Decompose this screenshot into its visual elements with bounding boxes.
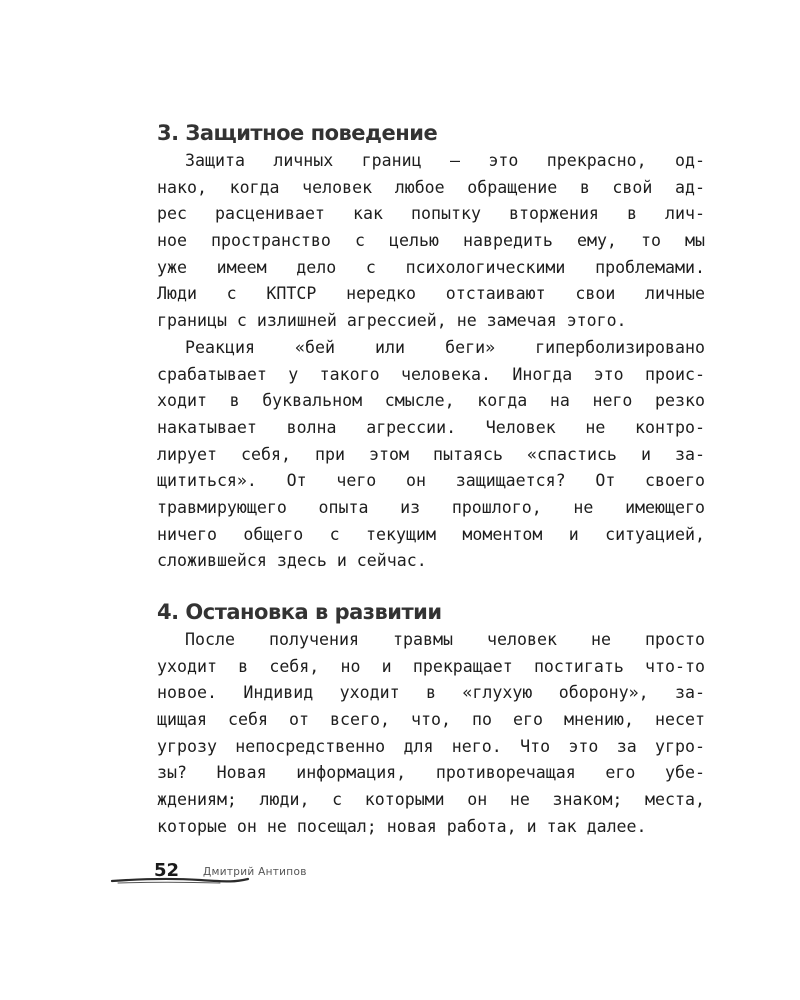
author-name: Дмитрий Антипов bbox=[203, 866, 307, 878]
text-line: уходит в себя, но и прекращает постигать что-то bbox=[157, 656, 705, 676]
text-line: ходит в буквальном смысле, когда на него резко bbox=[157, 391, 705, 411]
section-3-heading: 3. Защитное поведение bbox=[157, 121, 438, 145]
text-line: После получения травмы человек не просто bbox=[185, 630, 705, 649]
text-line: рес расценивает как попытку вторжения в лич- bbox=[157, 204, 705, 224]
text-line: сложившейся здесь и сейчас. bbox=[157, 551, 427, 571]
text-line: Защита личных границ — это прекрасно, од- bbox=[185, 151, 705, 170]
page-content bbox=[157, 118, 705, 841]
text-line: Люди с КПТСР нередко отстаивают свои личные bbox=[157, 284, 705, 304]
text-line: ничего общего с текущим моментом и ситуацией, bbox=[157, 524, 705, 544]
page-footer bbox=[110, 858, 370, 898]
text-line: ждениям; люди, с которыми он не знаком; места, bbox=[157, 790, 705, 810]
text-line: угрозу непосредственно для него. Что это за угро- bbox=[157, 736, 705, 756]
text-line: уже имеем дело с психологическими проблемами. bbox=[157, 257, 705, 277]
text-line: травмирующего опыта из прошлого, не имеющего bbox=[157, 497, 705, 517]
section-3-paragraph-1 bbox=[157, 148, 705, 335]
section-4-heading: 4. Остановка в развитии bbox=[157, 600, 442, 624]
section-3-paragraph-2 bbox=[157, 335, 705, 575]
text-line: лирует себя, при этом пытаясь «спастись и за- bbox=[157, 444, 705, 464]
text-line: границы с излишней агрессией, не замечая этого. bbox=[157, 311, 627, 331]
text-line: Реакция «бей или беги» гиперболизировано bbox=[185, 337, 705, 357]
page-number: 52 bbox=[154, 860, 180, 881]
text-line: зы? Новая информация, противоречащая его убе- bbox=[157, 763, 705, 783]
text-line: новое. Индивид уходит в «глухую оборону», за- bbox=[157, 683, 705, 703]
text-line: накатывает волна агрессии. Человек не контро- bbox=[157, 417, 705, 437]
text-line: ное пространство с целью навредить ему, то мы bbox=[157, 231, 705, 251]
text-line: которые он не посещал; новая работа, и так далее. bbox=[157, 816, 647, 836]
text-line: щищая себя от всего, что, по его мнению, несет bbox=[157, 710, 705, 730]
text-line: щититься». От чего он защищается? От своего bbox=[157, 471, 705, 491]
text-line: срабатывает у такого человека. Иногда это проис- bbox=[157, 364, 705, 384]
section-4-paragraph-1 bbox=[157, 627, 705, 841]
text-line: нако, когда человек любое обращение в свой ад- bbox=[157, 177, 705, 197]
